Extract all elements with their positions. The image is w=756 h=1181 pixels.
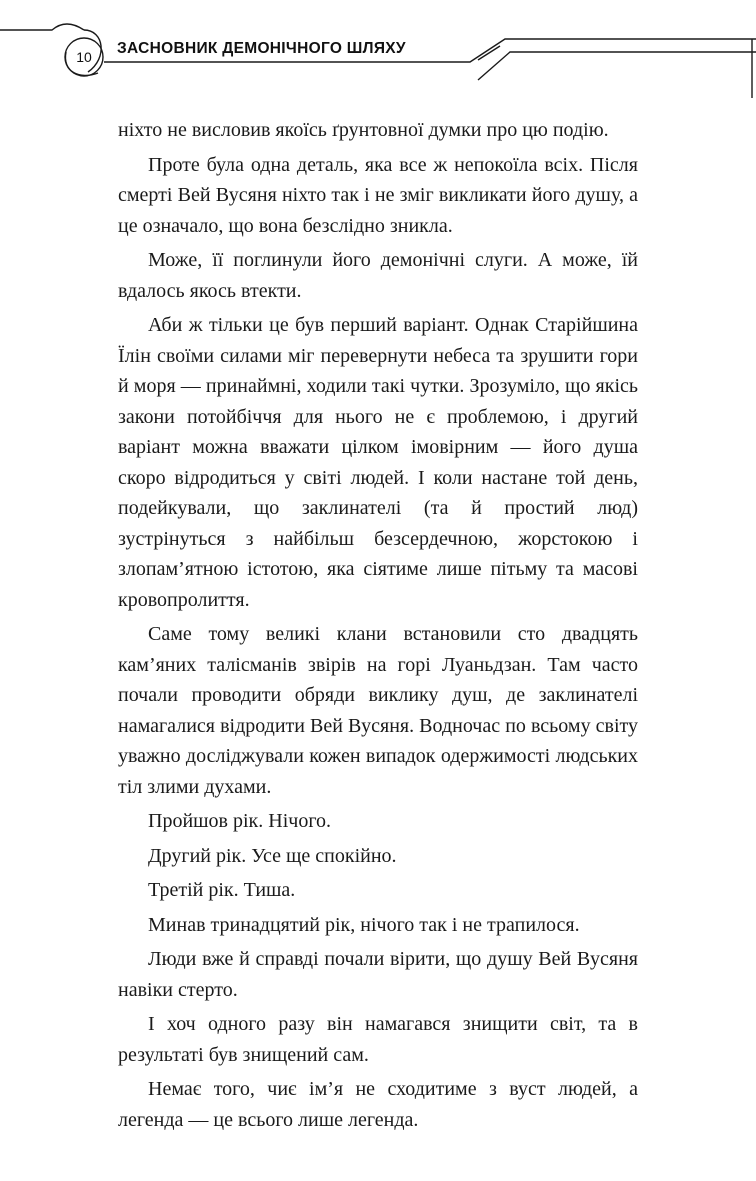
header-left-line [0,24,84,30]
paragraph: Третій рік. Тиша. [148,879,296,901]
page-number: 10 [76,49,92,65]
paragraph: Саме тому великі клани встановили сто двадцять кам’яних талісманів звірів на горі Луаньдзан. Там часто почали проводити обряди виклику душ, де заклинателі намагалися відродити Вей Вусяня. Водночас по всьому світу уважно досліджували кожен випадок одержимості людських тіл злими духами. [118,623,638,798]
paragraph: Минав тринадцятий рік, нічого так і не трапилося. [148,913,580,936]
paragraph: І хоч одного разу він намагався знищити світ, та в результаті був знищений сам. [118,1013,638,1066]
paragraph: ніхто не висловив якоїсь ґрунтовної думки про цю подію. [118,119,609,141]
page-body [118,115,638,1139]
paragraph: Другий рік. Усе ще спокійно. [148,844,397,867]
header-right-rule [478,52,756,80]
paragraph: Аби ж тільки це був перший варіант. Однак Старійшина Їлін своїми силами міг перевернути небеса та зрушити гори й моря — принаймні, ходили такі чутки. Зрозуміло, що якісь закони потойбіччя для нього не є проблемою, і другий варіант можна вважати цілком імовірним — його душа скоро відродиться у світі людей. І коли настане той день, подейкували, що заклинателі (та й простий люд) зустрінуться з найбільш безсердечною, жорстокою і злопам’ятною істотою, яка сіятиме лише пітьму та масові кровопролиття. [118,314,638,611]
paragraph: Люди вже й справді почали вірити, що душу Вей Вусяня навіки стерто. [118,948,638,1001]
paragraph: Проте була одна деталь, яка все ж непокоїла всіх. Після смерті Вей Вусяня ніхто так і не зміг викликати його душу, а це означало, що вона безслідно зникла. [118,153,638,237]
paragraph: Може, її поглинули його демонічні слуги. А може, їй вдалось якось втекти. [118,249,638,302]
paragraph: Пройшов рік. Нічого. [148,810,332,832]
running-title: ЗАСНОВНИК ДЕМОНІЧНОГО ШЛЯХУ [117,40,406,57]
paragraph: Немає того, чиє ім’я не сходитиме з вуст людей, а легенда — це всього лише легенда. [118,1078,638,1131]
